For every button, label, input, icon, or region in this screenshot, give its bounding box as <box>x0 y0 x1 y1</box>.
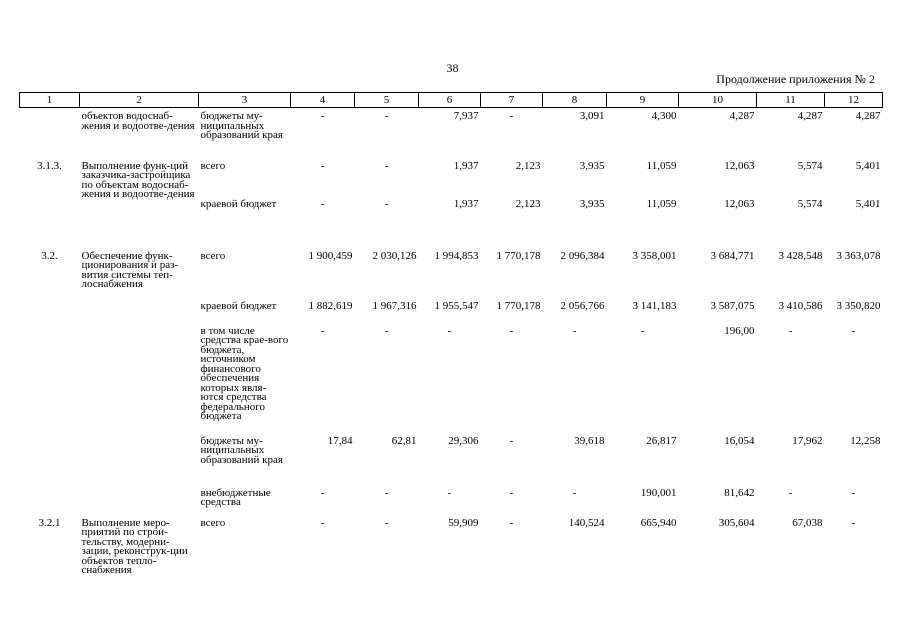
value-cell: 59,909 <box>448 516 479 529</box>
column-header: 8 <box>543 93 607 108</box>
value-cell: 1 770,178 <box>496 249 541 262</box>
column-header: 10 <box>679 93 757 108</box>
value-cell: 2 030,126 <box>372 249 417 262</box>
row-name: Выполнение меро-приятий по строи-тельству, модерни-зации, реконструк-ции объектов тепло-снабжения <box>81 516 188 576</box>
value-cell: 4,287 <box>797 110 823 122</box>
table-row <box>20 437 883 489</box>
row-code <box>20 108 80 156</box>
row-name: Обеспечение функ-ционирования и раз-вития системы теп-лоснабжения <box>81 249 179 290</box>
row-name <box>80 489 199 519</box>
value-cell: 17,84 <box>327 434 353 447</box>
row-code: 3.1.3. <box>37 159 62 172</box>
table-row <box>20 300 883 327</box>
table-row <box>20 519 883 579</box>
row-code: 3.2.1 <box>38 516 61 529</box>
value-cell: 62,81 <box>391 434 417 447</box>
row-code <box>20 200 80 252</box>
value-cell: - <box>384 324 389 337</box>
column-header: 1 <box>20 93 80 108</box>
value-cell: - <box>320 197 325 210</box>
table-row <box>20 200 883 252</box>
value-cell: 1 770,178 <box>496 299 541 312</box>
value-cell: - <box>320 516 325 529</box>
table-row <box>20 327 883 437</box>
value-cell: - <box>320 159 325 172</box>
value-cell: 5,401 <box>855 159 881 172</box>
budget-table <box>19 92 883 579</box>
value-cell: 11,059 <box>646 159 677 172</box>
value-cell: 12,063 <box>724 197 755 210</box>
funding-source: всего <box>200 516 226 529</box>
value-cell: - <box>509 434 514 447</box>
value-cell: 1,937 <box>453 197 479 210</box>
row-name <box>80 437 199 489</box>
value-cell: 1 900,459 <box>308 249 353 262</box>
value-cell: 1 882,619 <box>308 299 353 312</box>
value-cell: 5,574 <box>797 197 823 210</box>
value-cell: - <box>447 486 452 499</box>
value-cell: 4,287 <box>855 110 881 122</box>
value-cell: 1 955,547 <box>434 299 479 312</box>
value-cell: 81,642 <box>724 486 755 499</box>
header-row <box>20 93 883 108</box>
value-cell: - <box>851 486 856 499</box>
value-cell: 3,935 <box>579 159 605 172</box>
table-row <box>20 252 883 300</box>
row-code <box>20 327 80 437</box>
value-cell: - <box>509 324 514 337</box>
row-code: 3.2. <box>41 249 58 262</box>
column-header: 11 <box>757 93 825 108</box>
value-cell: 665,940 <box>640 516 677 529</box>
value-cell: 3 587,075 <box>710 299 755 312</box>
value-cell: 305,604 <box>718 516 755 529</box>
value-cell: - <box>384 159 389 172</box>
value-cell: 4,287 <box>729 110 755 122</box>
row-code <box>20 300 80 327</box>
value-cell: - <box>509 110 514 122</box>
value-cell: 140,524 <box>568 516 605 529</box>
value-cell: - <box>384 516 389 529</box>
row-name: Выполнение функ-ций заказчика-застройщика по объектам водоснаб-жения и водоотве-дения <box>81 159 195 200</box>
value-cell: 3,935 <box>579 197 605 210</box>
funding-source: внебюджетные средства <box>200 486 271 508</box>
value-cell: - <box>447 324 452 337</box>
continuation-note: Продолжение приложения № 2 <box>716 72 875 86</box>
value-cell: 1 994,853 <box>434 249 479 262</box>
value-cell: - <box>572 486 577 499</box>
value-cell: - <box>509 516 514 529</box>
value-cell: 5,401 <box>855 197 881 210</box>
column-header: 3 <box>199 93 291 108</box>
value-cell: - <box>320 486 325 499</box>
value-cell: 39,618 <box>574 434 605 447</box>
column-header: 9 <box>607 93 679 108</box>
row-name <box>80 200 199 252</box>
funding-source: бюджеты му-ниципальных образований края <box>200 110 283 141</box>
value-cell: 3,091 <box>579 110 605 122</box>
value-cell: - <box>851 516 856 529</box>
value-cell: 3 141,183 <box>632 299 677 312</box>
value-cell: 3 428,548 <box>778 249 823 262</box>
value-cell: 3 410,586 <box>778 299 823 312</box>
value-cell: 3 358,001 <box>632 249 677 262</box>
value-cell: - <box>320 110 325 122</box>
column-header: 7 <box>481 93 543 108</box>
value-cell: - <box>640 324 645 337</box>
column-header: 5 <box>355 93 419 108</box>
value-cell: - <box>384 197 389 210</box>
value-cell: 12,258 <box>850 434 881 447</box>
value-cell: - <box>572 324 577 337</box>
value-cell: 2 056,766 <box>560 299 605 312</box>
row-name: объектов водоснаб-жения и водоотве-дения <box>81 110 195 132</box>
row-code <box>20 489 80 519</box>
value-cell: 5,574 <box>797 159 823 172</box>
table-row <box>20 108 883 156</box>
value-cell: 1 967,316 <box>372 299 417 312</box>
table-row <box>20 489 883 519</box>
funding-source: краевой бюджет <box>200 299 277 312</box>
funding-source: всего <box>200 249 226 262</box>
row-name <box>80 327 199 437</box>
value-cell: - <box>851 324 856 337</box>
value-cell: 26,817 <box>646 434 677 447</box>
page-number: 38 <box>446 61 459 75</box>
value-cell: 29,306 <box>448 434 479 447</box>
value-cell: - <box>509 486 514 499</box>
value-cell: - <box>384 486 389 499</box>
value-cell: 2,123 <box>515 197 541 210</box>
table-row <box>20 156 883 200</box>
funding-source: всего <box>200 159 226 172</box>
row-code <box>20 437 80 489</box>
row-name <box>80 300 199 327</box>
value-cell: 11,059 <box>646 197 677 210</box>
value-cell: 67,038 <box>792 516 823 529</box>
funding-source: бюджеты му-ниципальных образований края <box>200 434 283 466</box>
value-cell: 2 096,384 <box>560 249 605 262</box>
value-cell: 2,123 <box>515 159 541 172</box>
column-header: 6 <box>419 93 481 108</box>
column-header: 2 <box>80 93 199 108</box>
value-cell: 3 684,771 <box>710 249 755 262</box>
funding-source: в том числе средства крае-вого бюджета, источником финансового обеспечения которых явля-ются средства федерального бюджета <box>200 324 289 422</box>
value-cell: - <box>788 486 793 499</box>
value-cell: 196,00 <box>724 324 755 337</box>
value-cell: - <box>320 324 325 337</box>
funding-source: краевой бюджет <box>200 197 277 210</box>
column-header: 4 <box>291 93 355 108</box>
value-cell: 17,962 <box>792 434 823 447</box>
value-cell: 4,300 <box>651 110 677 122</box>
value-cell: 3 363,078 <box>836 249 881 262</box>
value-cell: 3 350,820 <box>836 299 881 312</box>
value-cell: 12,063 <box>724 159 755 172</box>
value-cell: - <box>788 324 793 337</box>
value-cell: 16,054 <box>724 434 755 447</box>
value-cell: 7,937 <box>453 110 479 122</box>
value-cell: - <box>384 110 389 122</box>
value-cell: 190,001 <box>640 486 677 499</box>
column-header: 12 <box>825 93 883 108</box>
value-cell: 1,937 <box>453 159 479 172</box>
